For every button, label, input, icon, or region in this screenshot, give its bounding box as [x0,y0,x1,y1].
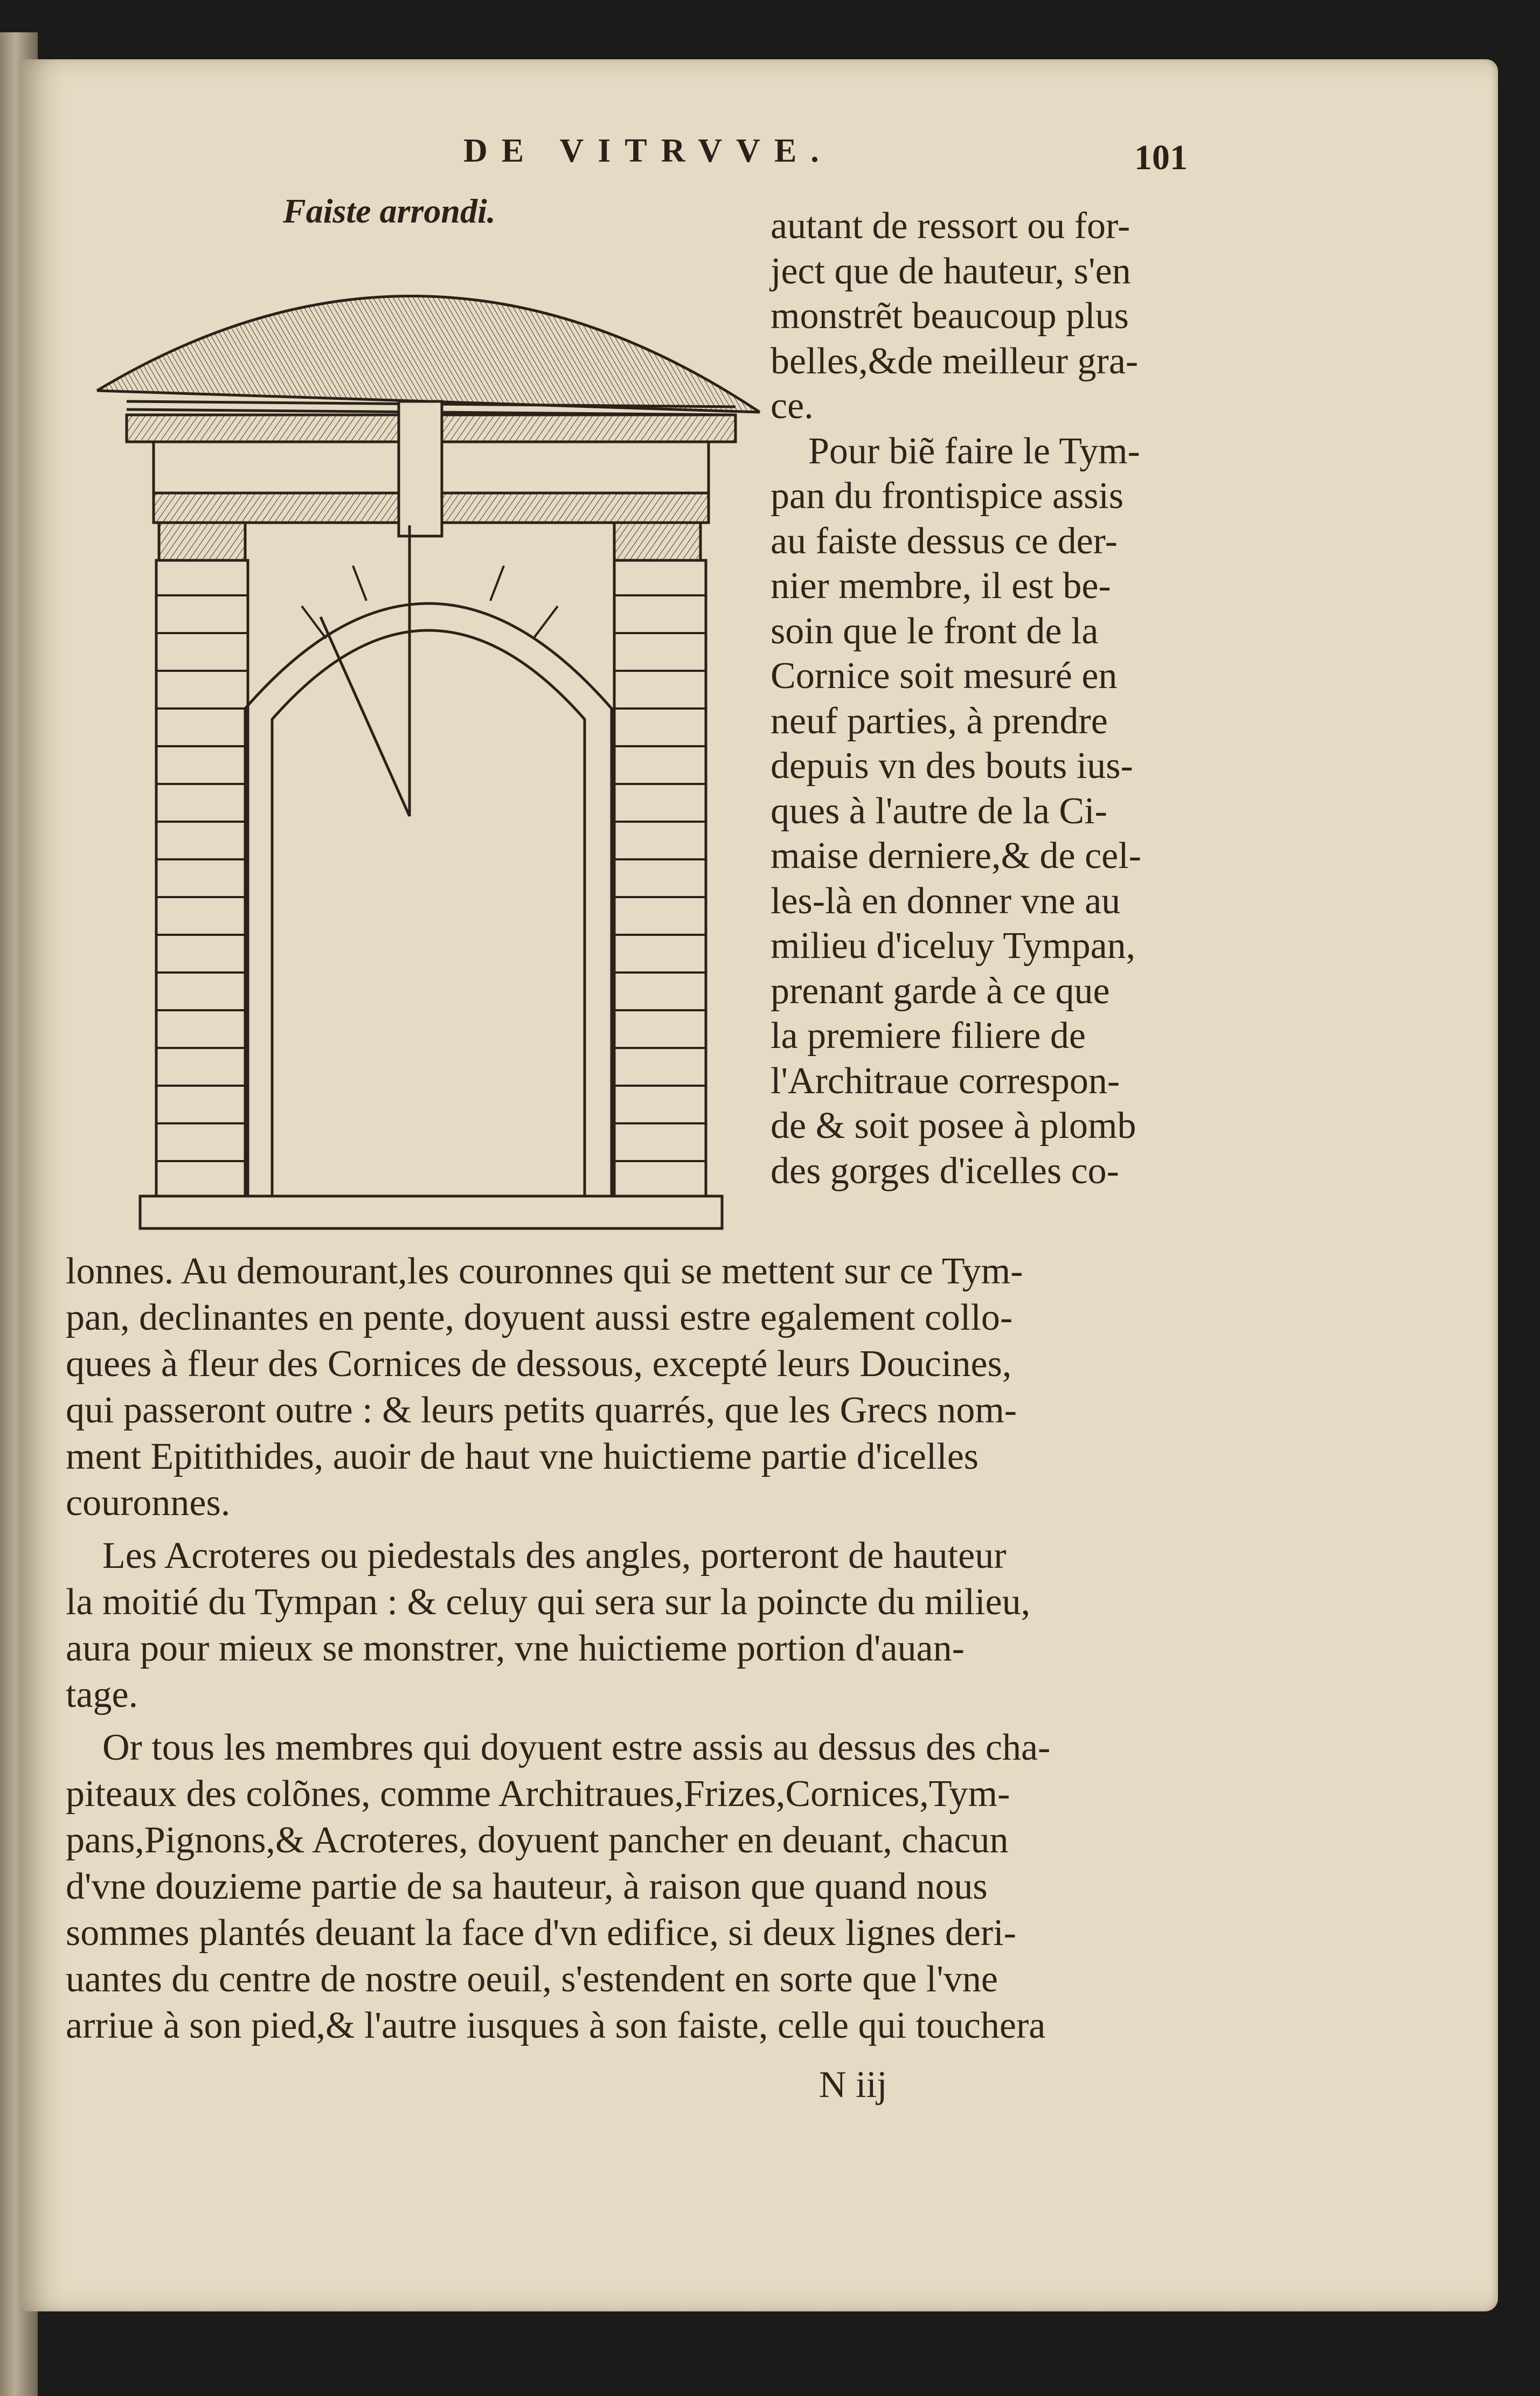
text-line: couronnes. [66,1482,231,1524]
text-line: la moitié du Tympan : & celuy qui sera sur la poincte du milieu, [66,1581,1031,1623]
text-line: pans,Pignons,& Acroteres, doyuent pancher en deuant, chacun [66,1819,1009,1861]
text-line: d'vne douzieme partie de sa hauteur, à raison que quand nous [66,1866,988,1907]
text-line: quees à fleur des Cornices de dessous, excepté leurs Doucines, [66,1343,1012,1385]
text-line: milieu d'iceluy Tympan, [771,925,1136,967]
text-line: pan, declinantes en pente, doyuent aussi estre egalement collo- [66,1297,1013,1338]
signature-mark: N iij [819,2064,887,2106]
text-line: prenant garde à ce que [771,970,1110,1012]
text-line: autant de ressort ou for- [771,205,1130,247]
text-line: l'Architraue correspon- [771,1060,1120,1102]
text-line: lonnes. Au demourant,les couronnes qui se mettent sur ce Tym- [66,1251,1023,1292]
text-line: de & soit posee à plomb [771,1105,1136,1147]
text-line: arriue à son pied,& l'autre iusques à son faiste, celle qui touchera [66,2005,1046,2046]
text-line: sommes plantés deuant la face d'vn edifice, si deux lignes deri- [66,1912,1016,1954]
text-line: qui passeront outre : & leurs petits quarrés, que les Grecs nom- [66,1390,1017,1431]
text-line: Les Acroteres ou piedestals des angles, porteront de hauteur [102,1535,1007,1577]
text-line: tage. [66,1674,138,1716]
text-line: nier membre, il est be- [771,565,1111,607]
text-line: Pour biẽ faire le Tym- [808,430,1140,472]
text-line: au faiste dessus ce der- [771,520,1118,562]
text-line: des gorges d'icelles co- [771,1150,1119,1192]
text-line: ques à l'autre de la Ci- [771,790,1107,832]
running-title: DE VITRVVE. [463,133,833,169]
figure-caption: Faiste arrondi. [283,192,496,230]
text-line: la premiere filiere de [771,1015,1086,1057]
page-number: 101 [1134,138,1188,177]
text-line: uantes du centre de nostre oeuil, s'estendent en sorte que l'vne [66,1959,998,2000]
text-line: ject que de hauteur, s'en [771,250,1131,292]
text-line: depuis vn des bouts ius- [771,745,1133,787]
text-line: maise derniere,& de cel- [771,835,1141,877]
text-line: pan du frontispice assis [771,475,1124,517]
text-line: ment Epitithides, auoir de haut vne huictieme partie d'icelles [66,1436,979,1477]
text-line: piteaux des colõnes, comme Architraues,Frizes,Cornices,Tym- [66,1773,1010,1815]
text-line: Or tous les membres qui doyuent estre assis au dessus des cha- [102,1727,1051,1768]
text-line: monstrẽt beaucoup plus [771,295,1129,337]
text-line: neuf parties, à prendre [771,700,1108,742]
text-line: soin que le front de la [771,610,1099,652]
text-line: ce. [771,385,814,427]
doorway-illustration [94,272,762,1231]
text-line: belles,&de meilleur gra- [771,340,1139,382]
text-line: aura pour mieux se monstrer, vne huictieme portion d'auan- [66,1628,965,1669]
text-line: les-là en donner vne au [771,880,1121,922]
text-line: Cornice soit mesuré en [771,655,1118,697]
